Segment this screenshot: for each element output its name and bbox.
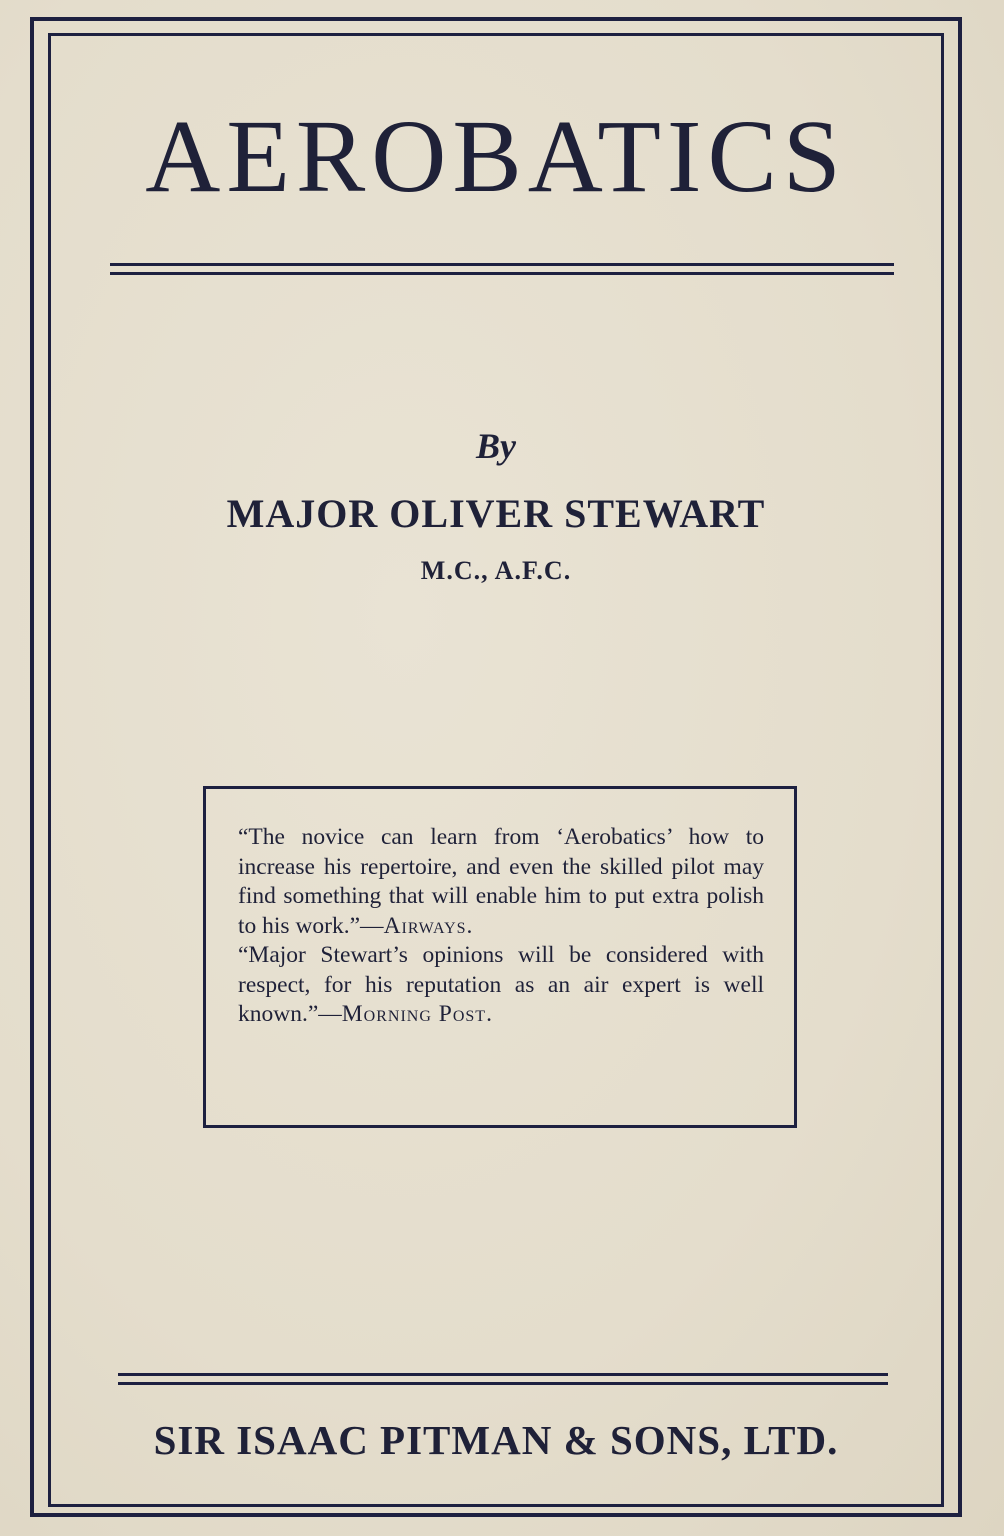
review-quotes-box (203, 786, 797, 1128)
book-title: AEROBATICS (145, 99, 847, 214)
author-name: MAJOR OLIVER STEWART (226, 491, 766, 536)
review-quote (238, 823, 764, 941)
author-honours: M.C., A.F.C. (420, 556, 572, 585)
review-quote-text: “Major Stewart’s opinions will be considered with respect, for his reputation as an air expert is well known.”— (238, 942, 764, 1027)
bottom-double-rule (118, 1373, 888, 1385)
byline: By (476, 426, 516, 466)
review-quote (238, 941, 764, 1030)
review-quote-source: Morning Post. (341, 1001, 493, 1027)
review-quote-text: “The novice can learn from ‘Aerobatics’ how to increase his repertoire, and even the skilled pilot may find something that will enable him to put extra polish to his work.”— (238, 824, 764, 939)
inner-border (48, 33, 944, 1507)
publisher-name: SIR ISAAC PITMAN & SONS, LTD. (153, 1417, 839, 1463)
review-quote-source: Airways. (383, 912, 474, 939)
top-double-rule (110, 263, 894, 275)
